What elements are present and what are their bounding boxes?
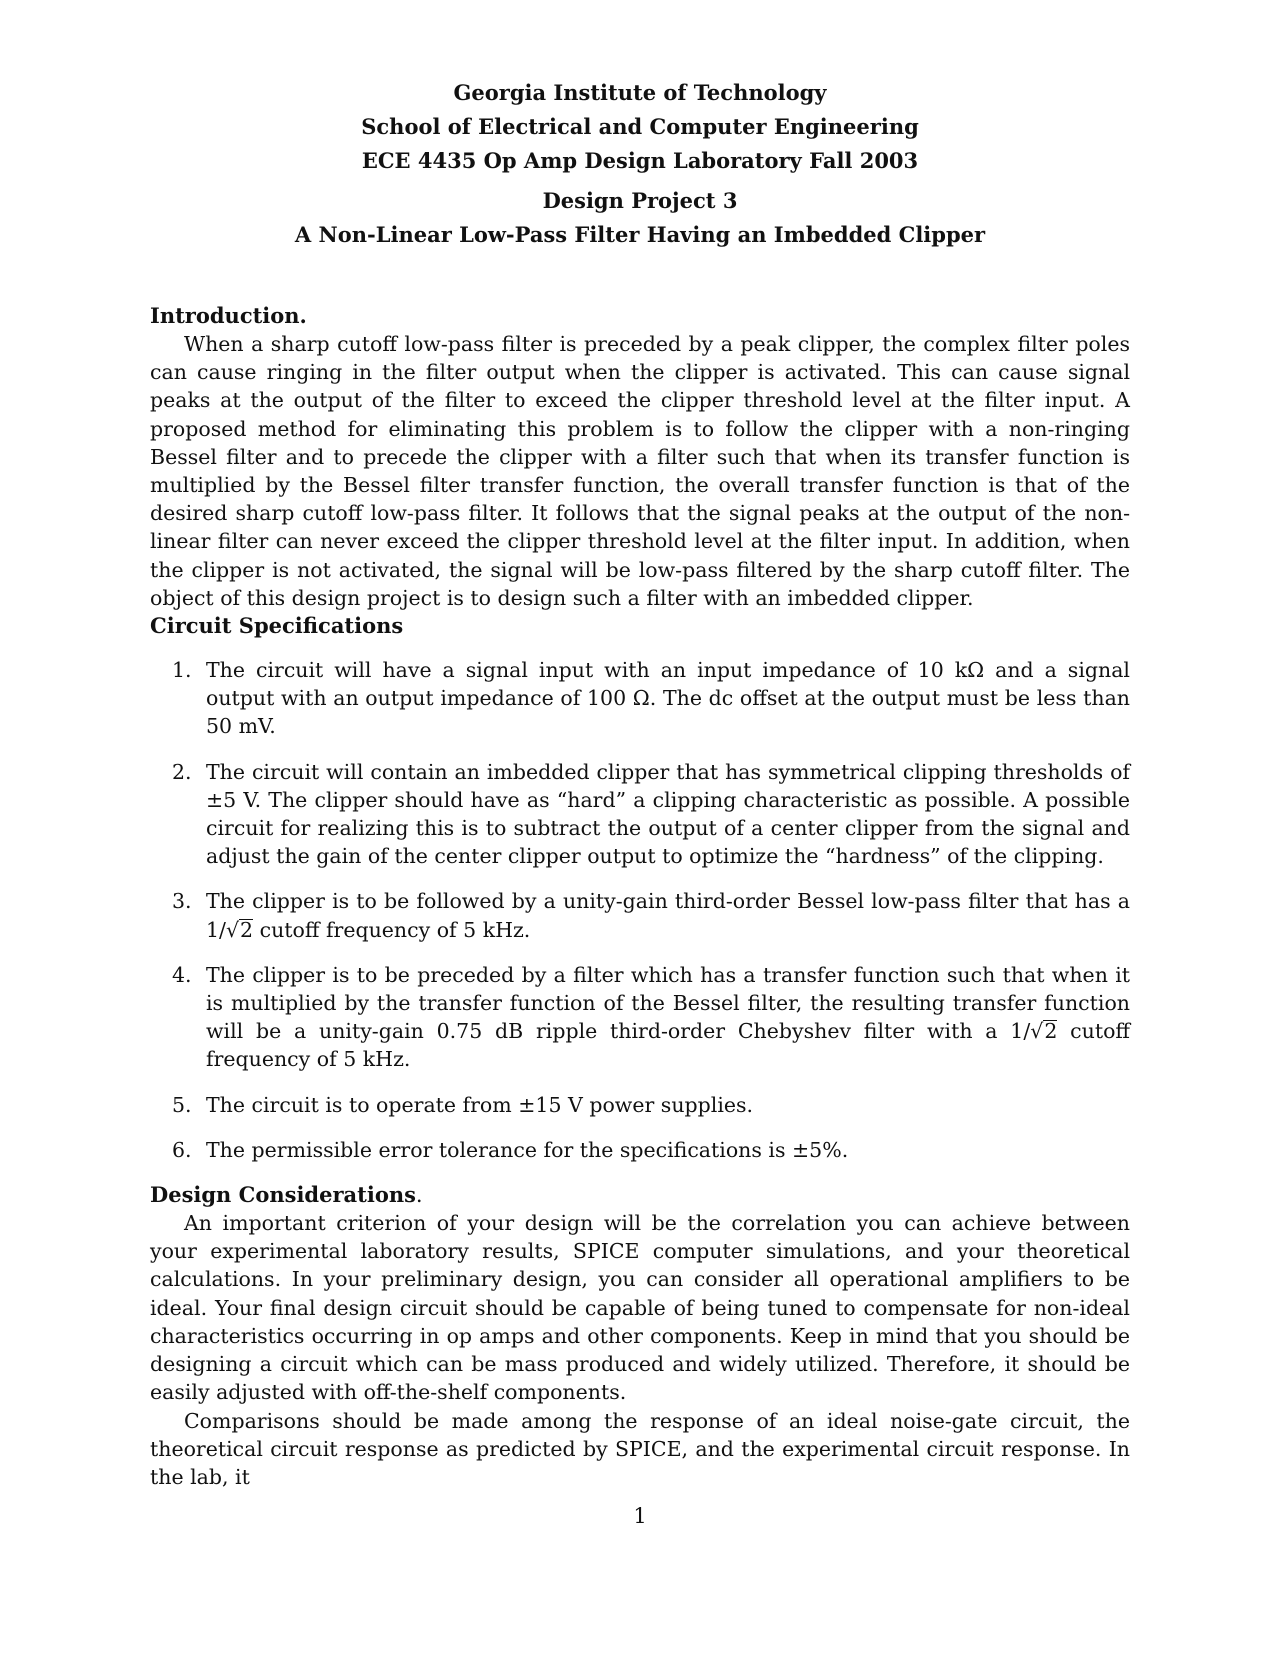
- intro-heading: Introduction.: [150, 303, 307, 328]
- spec-text: The clipper is to be followed by a unity-gain third-order Bessel low-pass filter that has a 1/: [206, 889, 1130, 942]
- project-title: A Non-Linear Low-Pass Filter Having an Imbedded Clipper: [294, 222, 986, 247]
- document-body: [150, 302, 1130, 1491]
- design-heading: [150, 1181, 1130, 1209]
- design-heading-text: Design Considerations: [150, 1182, 416, 1208]
- spec-number: 5.: [172, 1092, 192, 1117]
- page-number: 1: [633, 1504, 647, 1528]
- document-header: [150, 76, 1130, 252]
- sqrt-symbol: √: [225, 917, 240, 942]
- spec-item: [172, 1136, 1130, 1164]
- school-title: School of Electrical and Computer Engineering: [361, 114, 919, 139]
- sqrt-radicand: 2: [1044, 1019, 1058, 1044]
- document-page: [150, 76, 1130, 1491]
- design-heading-period: .: [415, 1183, 423, 1208]
- spec-item: [172, 1091, 1130, 1119]
- sqrt-symbol: √: [1030, 1019, 1044, 1044]
- spec-item: [172, 961, 1130, 1074]
- course-title: ECE 4435 Op Amp Design Laboratory Fall 2003: [361, 148, 919, 173]
- spec-item: [172, 758, 1130, 871]
- project-number: Design Project 3: [542, 188, 738, 213]
- spec-text: The permissible error tolerance for the specifications is ±5%.: [206, 1137, 849, 1162]
- spec-number: 2.: [172, 759, 192, 784]
- specs-list: [150, 656, 1130, 1164]
- spec-text-end: cutoff frequency of 5 kHz.: [253, 917, 531, 942]
- intro-paragraph: When a sharp cutoff low-pass filter is preceded by a peak clipper, the complex filter poles can cause ringing in the filter output when the clipper is activated. This can cause signal peaks at the output of the filter to exceed the clipper threshold level at the filter input. A proposed method for eliminating this problem is to follow the clipper with a non-ringing Bessel filter and to precede the clipper with a filter such that when its transfer function is multiplied by the Bessel filter transfer function, the overall transfer function is that of the desired sharp cutoff low-pass filter. It follows that the signal peaks at the output of the non-linear filter can never exceed the clipper threshold level at the filter input. In addition, when the clipper is not activated, the signal will be low-pass filtered by the sharp cutoff filter. The object of this design project is to design such a filter with an imbedded clipper.: [150, 332, 1130, 610]
- spec-number: 3.: [172, 889, 192, 914]
- spec-text: The circuit will have a signal input with an input impedance of 10 kΩ and a signal output with an output impedance of 100 Ω. The dc offset at the output must be less than 50 mV.: [206, 658, 1130, 739]
- spec-text: The clipper is to be preceded by a filter which has a transfer function such that when it is multiplied by the transfer function of the Bessel filter, the resulting transfer function will be a unity-gain 0.75 dB ripple third-order Chebyshev filter with a 1/: [206, 962, 1130, 1044]
- design-paragraph-2: Comparisons should be made among the response of an ideal noise-gate circuit, the theoretical circuit response as predicted by SPICE, and the experimental circuit response. In the lab, it: [150, 1408, 1130, 1489]
- institution-title: Georgia Institute of Technology: [453, 80, 827, 105]
- design-paragraph-1: An important criterion of your design will be the correlation you can achieve between your experimental laboratory results, SPICE computer simulations, and your theoretical calculations. In your preliminary design, you can consider all operational amplifiers to be ideal. Your final design circuit should be capable of being tuned to compensate for non-ideal characteristics occurring in op amps and other components. Keep in mind that you should be designing a circuit which can be mass produced and widely utilized. Therefore, it should be easily adjusted with off-the-shelf components.: [150, 1211, 1130, 1405]
- spec-number: 4.: [172, 962, 192, 987]
- spec-number: 1.: [172, 658, 192, 683]
- spec-text: The circuit will contain an imbedded clipper that has symmetrical clipping thresholds of ±5 V. The clipper should have as “hard” a clipping characteristic as possible. A possible circuit for realizing this is to subtract the output of a center clipper from the signal and adjust the gain of the center clipper output to optimize the “hardness” of the clipping.: [206, 759, 1130, 869]
- spec-item: [172, 887, 1130, 943]
- spec-text-end: cutoff frequency of 5 kHz.: [206, 1019, 1130, 1072]
- specs-heading: Circuit Specifications: [150, 613, 404, 639]
- spec-text: The circuit is to operate from ±15 V power supplies.: [206, 1092, 754, 1117]
- spec-item: [172, 656, 1130, 741]
- spec-number: 6.: [172, 1137, 192, 1162]
- sqrt-radicand: 2: [240, 917, 254, 942]
